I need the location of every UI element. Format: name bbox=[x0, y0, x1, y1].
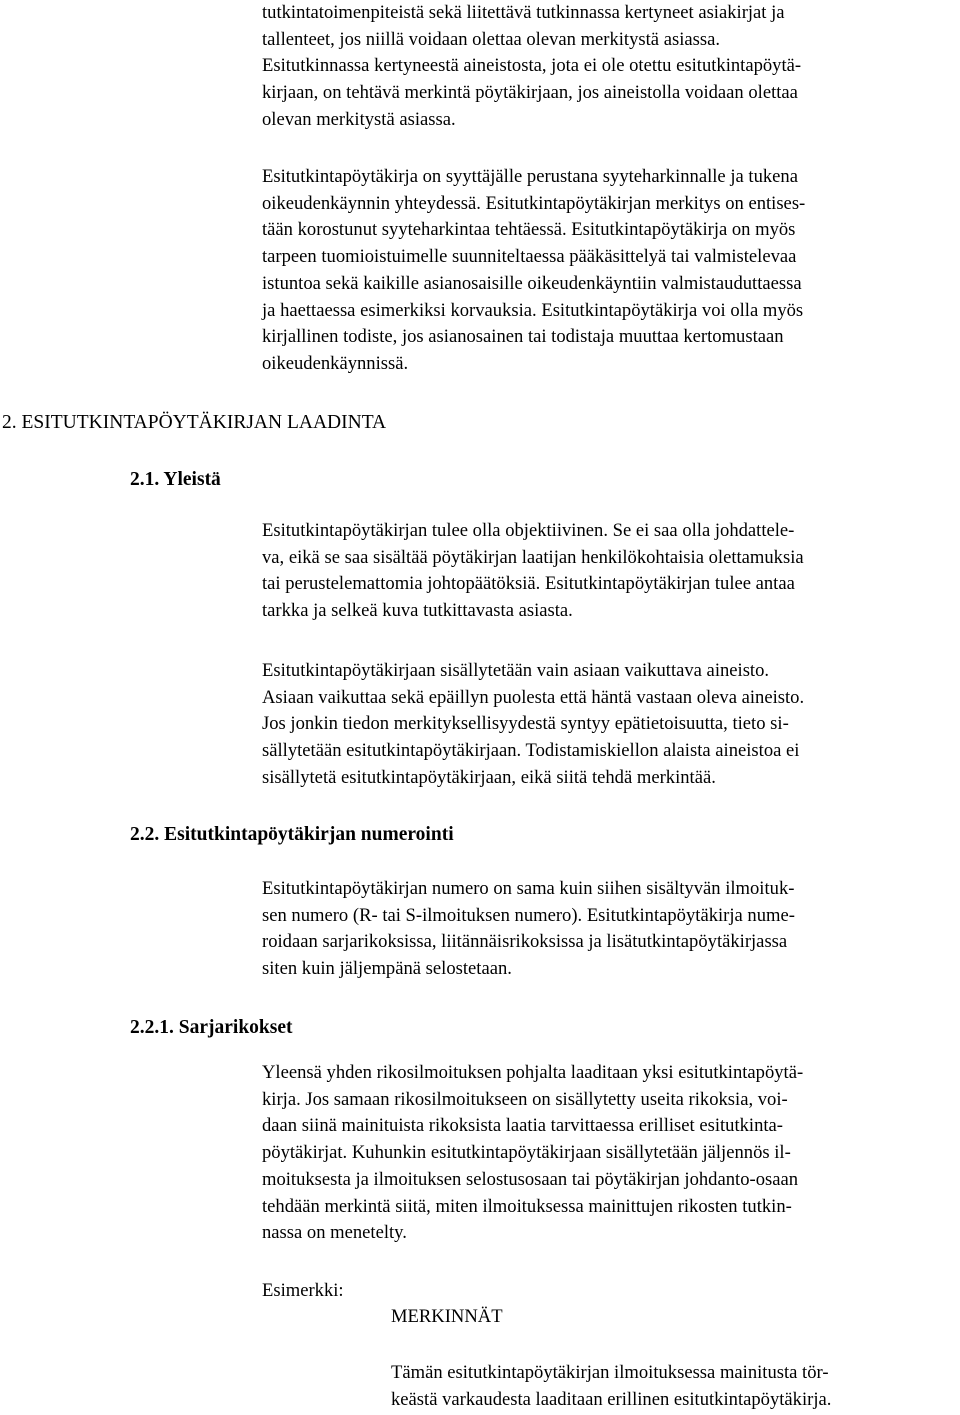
text-line: nassa on menetelty. bbox=[262, 1222, 407, 1244]
text-line: istuntoa sekä kaikille asianosaisille oikeudenkäyntiin valmistauduttaessa bbox=[262, 272, 802, 294]
text-line: kirja. Jos samaan rikosilmoitukseen on sisällytetty useita rikoksia, voi- bbox=[262, 1088, 788, 1110]
section-heading-2-1: 2.1. Yleistä bbox=[130, 469, 221, 490]
example-heading: MERKINNÄT bbox=[391, 1306, 503, 1327]
section-heading-2-2-1: 2.2.1. Sarjarikokset bbox=[130, 1017, 293, 1038]
text-line: moituksesta ja ilmoituksen selostusosaan tai pöytäkirjan johdanto-osaan bbox=[262, 1168, 799, 1190]
section-heading-2-2: 2.2. Esitutkintapöytäkirjan numerointi bbox=[130, 824, 454, 845]
text-line: daan siinä mainituista rikoksista laatia tarvittaessa erilliset esitutkinta- bbox=[262, 1115, 783, 1137]
text-line: tarkka ja selkeä kuva tutkittavasta asiasta. bbox=[262, 600, 573, 622]
text-line: tai perustelemattomia johtopäätöksiä. Esitutkintapöytäkirjan tulee antaa bbox=[262, 573, 795, 595]
text-line: Esitutkintapöytäkirjan tulee olla objektiivinen. Se ei saa olla johdattele- bbox=[262, 520, 795, 541]
text-line: keästä varkaudesta laaditaan erillinen esitutkintapöytäkirja. bbox=[391, 1388, 832, 1410]
purpose-paragraph bbox=[262, 164, 960, 378]
series-crimes-paragraph bbox=[262, 1060, 960, 1247]
text-line: Esitutkintapöytäkirjaan sisällytetään vain asiaan vaikuttava aineisto. bbox=[262, 660, 770, 681]
text-line: sällytetään esitutkintapöytäkirjaan. Todistamiskiellon alaista aineistoa ei bbox=[262, 740, 800, 762]
section-heading-2: 2. ESITUTKINTAPÖYTÄKIRJAN LAADINTA bbox=[2, 412, 387, 433]
text-line: tallenteet, jos niillä voidaan olettaa olevan merkitystä asiassa. bbox=[262, 28, 720, 50]
text-line: olevan merkitystä asiassa. bbox=[262, 108, 456, 130]
text-line: kirjaan, on tehtävä merkintä pöytäkirjaan, jos aineistolla voidaan olettaa bbox=[262, 82, 798, 104]
text-line: Yleensä yhden rikosilmoituksen pohjalta laaditaan yksi esitutkintapöytä- bbox=[262, 1062, 804, 1083]
text-line: oikeudenkäynnin yhteydessä. Esitutkintapöytäkirjan merkitys on entises- bbox=[262, 192, 806, 214]
text-line: Asiaan vaikuttaa sekä epäillyn puolesta että häntä vastaan oleva aineisto. bbox=[262, 686, 805, 708]
text-line: Tämän esitutkintapöytäkirjan ilmoituksessa mainitusta tör- bbox=[391, 1362, 829, 1383]
text-line: tään korostunut syyteharkintaa tehtäessä. Esitutkintapöytäkirja on myös bbox=[262, 219, 796, 241]
text-line: sisällytetä esitutkintapöytäkirjaan, eikä siitä tehdä merkintää. bbox=[262, 766, 716, 788]
text-line: tarpeen tuomioistuimelle suunniteltaessa pääkäsittelyä tai valmistelevaa bbox=[262, 246, 797, 268]
text-line: va, eikä se saa sisältää pöytäkirjan laatijan henkilökohtaisia olettamuksia bbox=[262, 546, 804, 568]
text-line: kirjallinen todiste, jos asianosainen tai todistaja muuttaa kertomustaan bbox=[262, 326, 784, 348]
text-line: roidaan sarjarikoksissa, liitännäisrikoksissa ja lisätutkintapöytäkirjassa bbox=[262, 931, 788, 953]
text-line: sen numero (R- tai S-ilmoituksen numero). Esitutkintapöytäkirja nume- bbox=[262, 904, 795, 926]
text-line: pöytäkirjat. Kuhunkin esitutkintapöytäkirjaan sisällytetään jäljennös il- bbox=[262, 1142, 791, 1164]
example-label: Esimerkki: bbox=[262, 1280, 344, 1301]
general-paragraph-1 bbox=[262, 518, 960, 625]
text-line: oikeudenkäynnissä. bbox=[262, 352, 409, 374]
text-line: siten kuin jäljempänä selostetaan. bbox=[262, 958, 512, 980]
text-line: tehdään merkintä siitä, miten ilmoituksessa mainittujen rikosten tutkin- bbox=[262, 1195, 792, 1217]
text-line: Esitutkintapöytäkirjan numero on sama kuin siihen sisältyvän ilmoituk- bbox=[262, 878, 795, 899]
example-text bbox=[391, 1360, 960, 1413]
text-line: tutkintatoimenpiteistä sekä liitettävä tutkinnassa kertyneet asiakirjat ja bbox=[262, 2, 785, 23]
text-line: Jos jonkin tiedon merkityksellisyydestä syntyy epätietoisuutta, tieto si- bbox=[262, 713, 789, 735]
numbering-paragraph bbox=[262, 876, 960, 983]
text-line: Esitutkintapöytäkirja on syyttäjälle perustana syyteharkinnalle ja tukena bbox=[262, 166, 798, 187]
general-paragraph-2 bbox=[262, 658, 960, 792]
text-line: Esitutkinnassa kertyneestä aineistosta, jota ei ole otettu esitutkintapöytä- bbox=[262, 55, 802, 77]
text-line: ja haettaessa esimerkiksi korvauksia. Esitutkintapöytäkirja voi olla myös bbox=[262, 299, 804, 321]
intro-paragraph bbox=[262, 0, 960, 134]
